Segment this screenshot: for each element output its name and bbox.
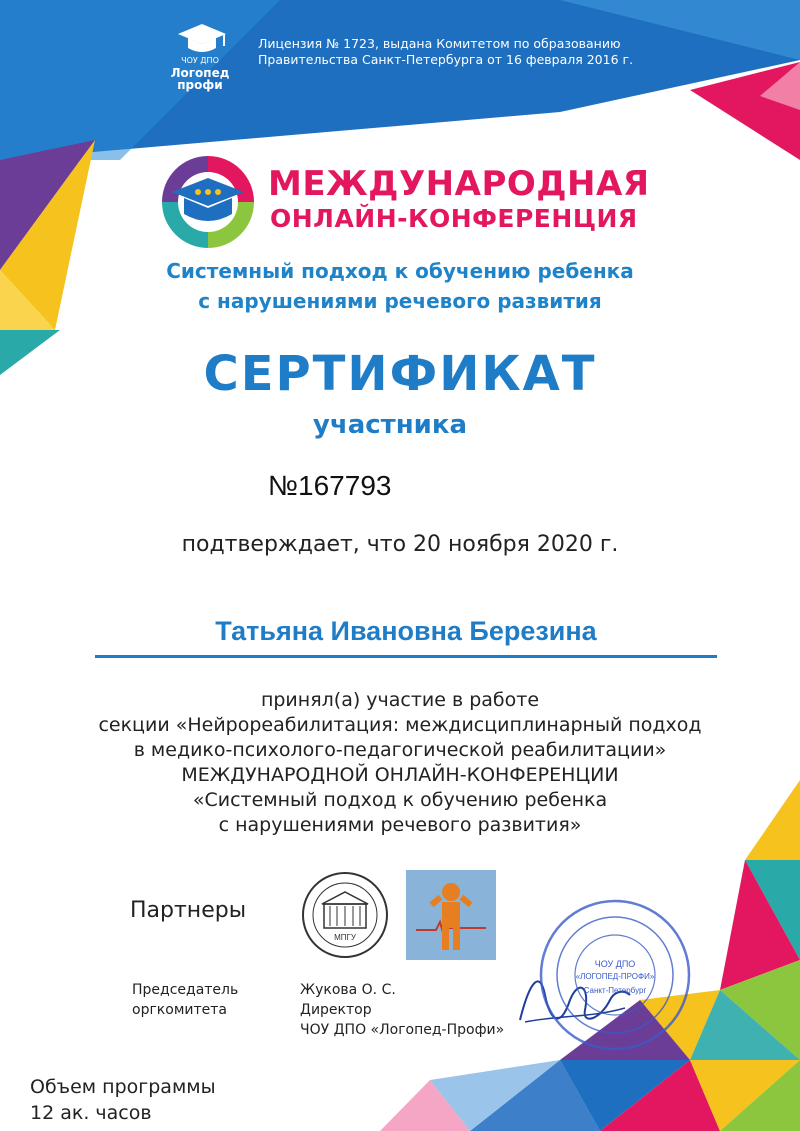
certificate-title: СЕРТИФИКАТ <box>203 346 597 402</box>
logo-line2: Логопед <box>170 66 230 80</box>
rehab-partner-logo-icon <box>406 870 496 960</box>
body-line6: с нарушениями речевого развития» <box>218 814 582 836</box>
left-triangle-teal <box>0 330 60 375</box>
body-line4: МЕЖДУНАРОДНОЙ ОНЛАЙН-КОНФЕРЕНЦИИ <box>181 764 619 786</box>
body-line2: секции «Нейрореабилитация: междисциплинарный подход <box>98 714 702 736</box>
body-line5: «Системный подход к обучению ребенка <box>192 789 608 811</box>
logo-line3: профи <box>177 78 223 92</box>
chair-label <box>132 980 238 1020</box>
br-triangle-yellow <box>745 780 800 860</box>
subtitle-line2: с нарушениями речевого развития <box>198 289 602 313</box>
volume-line1: Объем программы <box>30 1076 216 1098</box>
official-stamp-icon <box>535 895 695 1055</box>
certificate-subtitle: участника <box>312 410 468 440</box>
stamp-org: ЧОУ ДПО <box>594 959 636 969</box>
director-title: Директор <box>300 1002 372 1018</box>
conference-title-line1: МЕЖДУНАРОДНАЯ <box>268 164 650 204</box>
license-text <box>258 36 633 68</box>
director-org: ЧОУ ДПО «Логопед-Профи» <box>300 1022 505 1038</box>
stamp-city: Санкт-Петербург <box>583 986 647 995</box>
body-line3: в медико-психолого-педагогической реабилитации» <box>133 739 667 761</box>
recipient-underline <box>95 655 717 658</box>
confirmation-text: подтверждает, что 20 ноября 2020 г. <box>181 532 619 557</box>
conference-subtitle <box>100 256 700 316</box>
subtitle-line1: Системный подход к обучению ребенка <box>166 259 634 283</box>
graduation-cap-icon <box>172 20 232 60</box>
volume-line2: 12 ак. часов <box>30 1102 152 1124</box>
director-block <box>300 980 504 1040</box>
partners-label: Партнеры <box>130 898 247 923</box>
conference-title-line2: ОНЛАЙН-КОНФЕРЕНЦИЯ <box>270 204 638 233</box>
certificate-number: №167793 <box>268 470 392 501</box>
chair-line2: оргкомитета <box>132 1002 227 1018</box>
license-line2: Правительства Санкт-Петербурга от 16 февраля 2016 г. <box>258 52 634 67</box>
stamp-name: «ЛОГОПЕД-ПРОФИ» <box>575 972 655 981</box>
mpgu-seal-icon <box>300 870 390 960</box>
small-logo-text <box>160 55 240 91</box>
conference-logo-icon <box>158 152 258 252</box>
chair-line1: Председатель <box>132 982 239 998</box>
director-name: Жукова О. С. <box>300 982 396 998</box>
recipient-name: Татьяна Ивановна Березина <box>215 616 597 646</box>
license-line1: Лицензия № 1723, выдана Комитетом по образованию <box>258 36 621 51</box>
participation-text <box>80 688 720 838</box>
logo-line1: ЧОУ ДПО <box>181 56 219 65</box>
mpgu-label: МПГУ <box>334 933 356 942</box>
body-line1: принял(а) участие в работе <box>260 689 540 711</box>
program-volume <box>30 1074 216 1126</box>
